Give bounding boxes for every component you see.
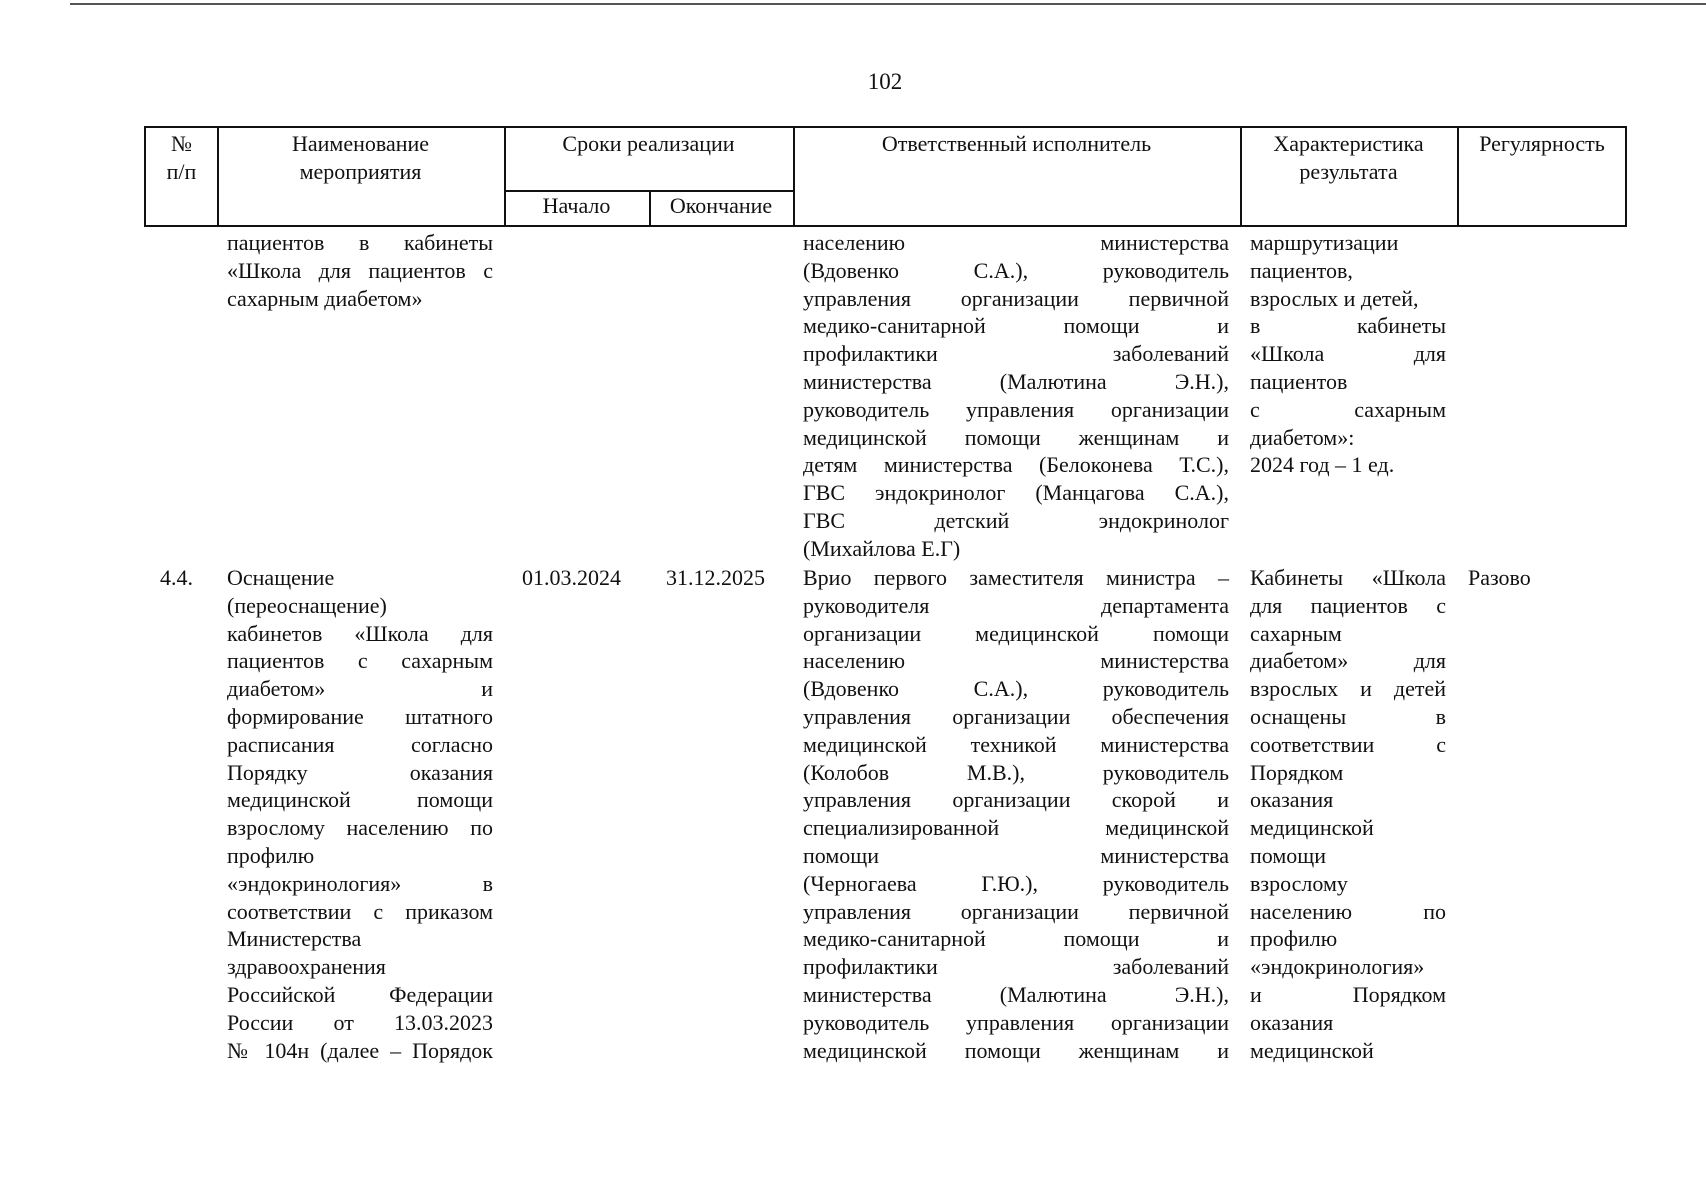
text-line: организации медицинской помощи [803,620,1229,646]
header-executor: Ответственный исполнитель [881,131,1152,156]
text-line: взрослому [1250,870,1348,896]
text-line: медицинской [1250,815,1374,841]
text-line: руководитель управления организации [803,396,1229,422]
text-line: соответствии с [1250,731,1446,757]
text-line: медицинской помощи женщинам и [803,424,1229,450]
cont-name-cell [227,229,493,312]
text-line: 2024 год – 1 ед. [1250,452,1395,478]
text-line: оснащены в [1250,703,1446,729]
text-line: «эндокринология» в [227,870,493,896]
text-line: формирование штатного [227,703,493,729]
text-line: России от 13.03.2023 [227,1009,493,1035]
text-line: кабинетов «Школа для [227,620,493,646]
header-terms: Сроки реализации [562,131,735,156]
text-line: оказания [1250,787,1334,813]
text-line: взрослых и детей, [1250,285,1419,311]
text-line: здравоохранения [227,954,386,980]
text-line: оказания [1250,1009,1334,1035]
page-number: 102 [867,69,903,94]
table-header [144,126,1627,227]
text-line: Министерства [227,926,362,952]
text-line: руководитель управления организации [803,1009,1229,1035]
header-result: Характеристика результата [1273,131,1424,184]
text-line: управления организации скорой и [803,787,1229,813]
text-line: Оснащение [227,565,335,590]
text-line: Кабинеты «Школа [1250,565,1446,590]
text-line: пациентов в кабинеты [227,230,493,255]
text-line: помощи министерства [803,842,1229,868]
text-line: министерства (Малютина Э.Н.), [803,368,1229,394]
text-line: пациентов, [1250,257,1353,283]
text-line: «эндокринология» [1250,954,1425,980]
text-line: населению министерства [803,230,1229,255]
text-line: (Черногаева Г.Ю.), руководитель [803,870,1229,896]
text-line: профилю [1250,926,1338,952]
header-regularity: Регулярность [1479,131,1605,156]
row-number: 4.4. [160,565,193,590]
text-line: для пациентов с [1250,592,1446,618]
text-line: управления организации первичной [803,898,1229,924]
row-regularity: Разово [1468,565,1531,590]
text-line: взрослых и детей [1250,676,1446,702]
cont-executor-cell [803,229,1229,563]
text-line: сахарным диабетом» [227,285,423,311]
text-line: медицинской [1250,1037,1374,1063]
text-line: Врио первого заместителя министра – [803,565,1229,590]
header-end: Окончание [669,193,773,218]
text-line: медицинской техникой министерства [803,731,1229,757]
text-line: соответствии с приказом [227,898,493,924]
text-line: медико-санитарной помощи и [803,926,1229,952]
row-44-executor-cell [803,564,1229,1064]
text-line: ГВС эндокринолог (Манцагова С.А.), [803,480,1229,506]
text-line: расписания согласно [227,731,493,757]
text-line: профилактики заболеваний [803,341,1229,367]
text-line: взрослому населению по [227,815,493,841]
header-name: Наименование мероприятия [291,131,430,184]
text-line: (Вдовенко С.А.), руководитель [803,676,1229,702]
text-line: диабетом» и [227,676,493,702]
text-line: Порядком [1250,759,1344,785]
text-line: населению министерства [803,648,1229,674]
text-line: № 104н (далее – Порядок [227,1037,493,1063]
text-line: профилактики заболеваний [803,954,1229,980]
text-line: специализированной медицинской [803,815,1229,841]
text-line: (переоснащение) [227,592,387,618]
text-line: диабетом» для [1250,648,1446,674]
row-44-result-cell [1250,564,1446,1064]
text-line: пациентов с сахарным [227,648,493,674]
text-line: сахарным [1250,620,1342,646]
row-start-date: 01.03.2024 [522,565,621,590]
text-line: Российской Федерации [227,981,493,1007]
text-line: пациентов [1250,368,1348,394]
text-line: маршрутизации [1250,230,1399,255]
text-line: помощи [1250,842,1326,868]
text-line: медико-санитарной помощи и [803,313,1229,339]
text-line: министерства (Малютина Э.Н.), [803,981,1229,1007]
text-line: детям министерства (Белоконева Т.С.), [803,452,1229,478]
text-line: ГВС детский эндокринолог [803,507,1229,533]
text-line: и Порядком [1250,981,1446,1007]
cont-result-cell [1250,229,1446,479]
text-line: в кабинеты [1250,313,1446,339]
text-line: населению по [1250,898,1446,924]
text-line: управления организации первичной [803,285,1229,311]
text-line: с сахарным [1250,396,1446,422]
text-line: руководителя департамента [803,592,1229,618]
header-num: № п/п [166,131,197,184]
text-line: медицинской помощи женщинам и [803,1037,1229,1063]
text-line: профилю [227,842,315,868]
row-44-name-cell [227,564,493,1064]
text-line: «Школа для [1250,341,1446,367]
row-end-date: 31.12.2025 [666,565,765,590]
header-start: Начало [542,193,611,218]
text-line: (Колобов М.В.), руководитель [803,759,1229,785]
top-rule [70,3,1706,5]
text-line: диабетом»: [1250,424,1355,450]
text-line: управления организации обеспечения [803,703,1229,729]
text-line: (Михайлова Е.Г) [803,535,961,561]
text-line: медицинской помощи [227,787,493,813]
text-line: «Школа для пациентов с [227,257,493,283]
text-line: Порядку оказания [227,759,493,785]
text-line: (Вдовенко С.А.), руководитель [803,257,1229,283]
